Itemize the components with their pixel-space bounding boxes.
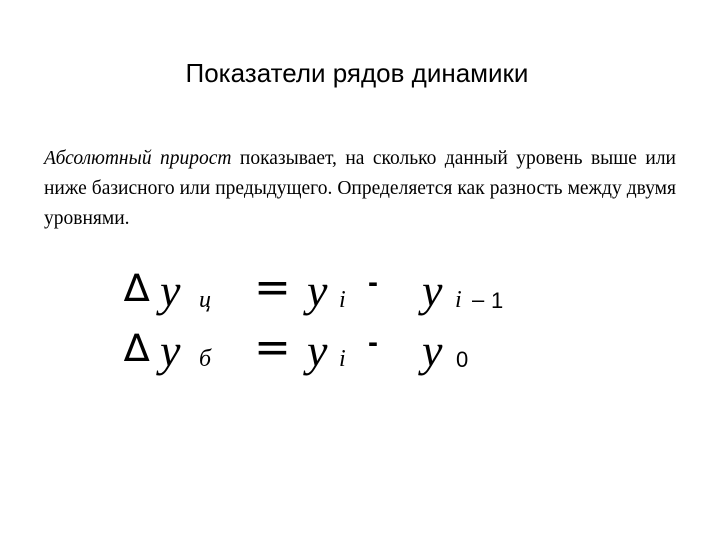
lhs-variable: y — [160, 265, 181, 316]
minus-sign: - — [368, 326, 378, 359]
definition-text: показывает, на сколько данный уровень выше или ниже базисного или предыдущего. Определяется как разность между двумя уровнями. — [44, 148, 676, 229]
term-b-variable: y — [422, 265, 443, 316]
term-a-subscript: i — [339, 346, 346, 372]
delta-symbol: ∆ — [124, 266, 150, 310]
term-a-subscript: i — [339, 287, 346, 313]
term-a-variable: y — [307, 265, 328, 316]
lhs-subscript: б — [199, 346, 212, 372]
term-b-subscript-i: i — [455, 287, 462, 313]
term-a-variable: y — [307, 325, 328, 376]
slide-title: Показатели рядов динамики — [185, 58, 529, 88]
term-b-subscript-minus: – — [472, 287, 485, 312]
lhs-subscript: ц — [199, 287, 211, 313]
lhs-variable: y — [160, 325, 181, 376]
term-b-subscript: 0 — [456, 347, 469, 372]
equals-sign: = — [254, 262, 291, 313]
definition-term: Абсолютный прирост — [44, 148, 232, 169]
term-b-subscript-one: 1 — [491, 288, 504, 313]
minus-sign: - — [368, 266, 378, 299]
delta-symbol: ∆ — [124, 326, 150, 370]
equals-sign: = — [254, 322, 291, 373]
term-b-variable: y — [422, 325, 443, 376]
